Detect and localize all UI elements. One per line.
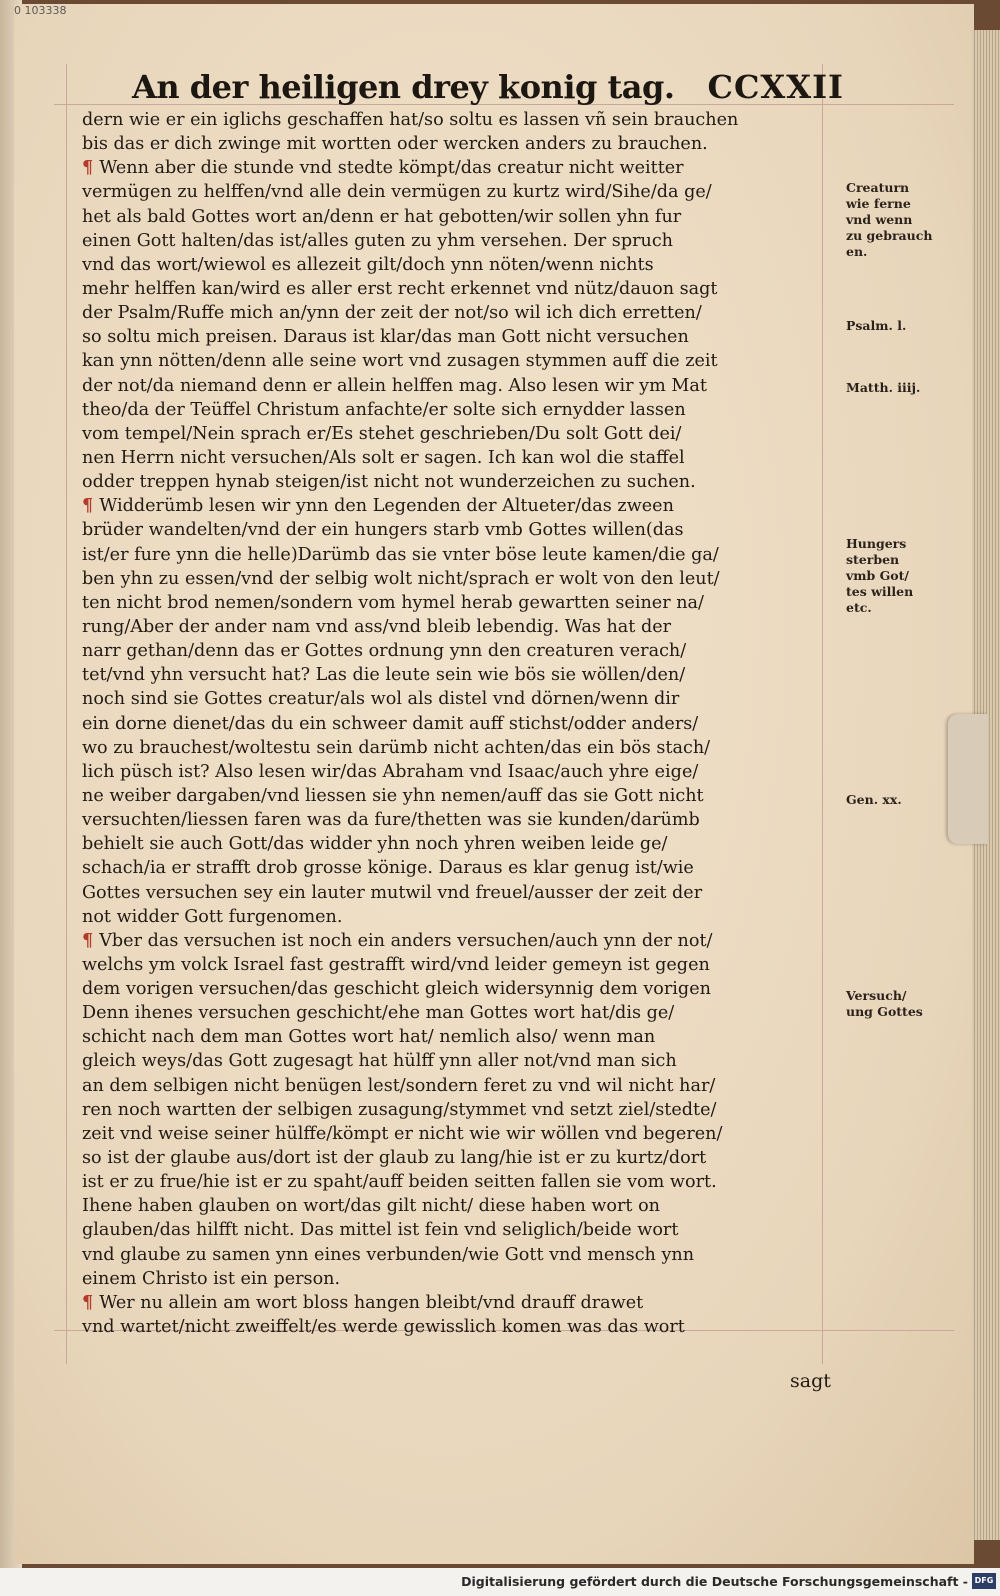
text-line xyxy=(82,1194,834,1218)
text-line-content: Wenn aber die stunde vnd stedte kömpt/das creatur nicht weitter xyxy=(99,158,684,179)
text-line xyxy=(82,687,834,711)
text-line xyxy=(82,1074,834,1098)
shelfmark: 0 103338 xyxy=(14,4,67,17)
margin-note-line: Creaturn xyxy=(846,180,910,195)
margin-note-line: en. xyxy=(846,244,868,259)
text-line xyxy=(82,1098,834,1122)
text-line-content: ren noch wartten der selbigen zusagung/stymmet vnd setzt ziel/stedte/ xyxy=(82,1099,717,1120)
folio-number: CCXXII xyxy=(707,68,844,106)
text-line-content: vnd glaube zu samen ynn eines verbunden/wie Gott vnd mensch ynn xyxy=(82,1244,695,1265)
text-line-content: dern wie er ein iglichs geschaffen hat/so soltu es lassen vñ sein brauchen xyxy=(82,110,739,130)
text-line-content: bis das er dich zwinge mit wortten oder wercken anders zu brauchen. xyxy=(82,134,708,155)
text-line-content: het als bald Gottes wort an/denn er hat gebotten/wir sollen yhn fur xyxy=(82,206,682,227)
text-line xyxy=(82,929,834,953)
text-line xyxy=(82,1049,834,1073)
text-line-content: dem vorigen versuchen/das geschicht gleich widersynnig dem vorigen xyxy=(82,979,711,1000)
margin-note-line: zu gebrauch xyxy=(846,228,933,243)
text-line xyxy=(82,977,834,1001)
text-line xyxy=(82,301,834,325)
text-line xyxy=(82,1315,834,1339)
text-line-content: versuchten/liessen faren was da fure/thetten was sie kunden/darümb xyxy=(82,810,700,831)
margin-note xyxy=(846,180,958,260)
text-line-content: welchs ym volck Israel fast gestrafft wird/vnd leider gemeyn ist gegen xyxy=(82,954,710,975)
text-line xyxy=(82,567,834,591)
text-line-content: vom tempel/Nein sprach er/Es stehet geschrieben/Du solt Gott dei/ xyxy=(82,423,682,444)
footer-bar xyxy=(0,1568,1000,1596)
text-line xyxy=(82,108,834,132)
text-line-content: so soltu mich preisen. Daraus ist klar/das man Gott nicht versuchen xyxy=(82,327,689,348)
text-line xyxy=(82,156,834,180)
text-line-content: einem Christo ist ein person. xyxy=(82,1268,341,1289)
text-line-content: ist/er fure ynn die helle)Darümb das sie vnter böse leute kamen/die ga/ xyxy=(82,544,719,565)
text-line-content: der not/da niemand denn er allein helffen mag. Also lesen wir ym Mat xyxy=(82,375,707,396)
text-line xyxy=(82,856,834,880)
text-line-content: tet/vnd yhn versucht hat? Las die leute sein wie bös sie wöllen/den/ xyxy=(82,665,686,686)
catchword: sagt xyxy=(790,1370,831,1392)
text-line-content: wo zu brauchest/woltestu sein darümb nicht achten/das ein bös stach/ xyxy=(82,737,711,758)
text-line-content: vermügen zu helffen/vnd alle dein vermügen zu kurtz wird/Sihe/da ge/ xyxy=(82,182,712,203)
text-line xyxy=(82,1267,834,1291)
text-line-content: gleich weys/das Gott zugesagt hat hülff ynn aller not/vnd man sich xyxy=(82,1051,677,1072)
text-line xyxy=(82,132,834,156)
text-line xyxy=(82,470,834,494)
text-line xyxy=(82,881,834,905)
text-line-content: ten nicht brod nemen/sondern vom hymel herab gewartten seiner na/ xyxy=(82,592,704,613)
margin-note-line: Hungers xyxy=(846,536,907,551)
text-line-content: Ihene haben glauben on wort/das gilt nicht/ diese haben wort on xyxy=(82,1196,661,1217)
paragraph-mark-icon: ¶ xyxy=(82,495,94,517)
text-line xyxy=(82,422,834,446)
text-line-content: mehr helffen kan/wird es aller erst recht erkennet vnd nütz/dauon sagt xyxy=(82,278,718,299)
margin-note xyxy=(846,988,958,1020)
text-line-content: zeit vnd weise seiner hülffe/kömpt er nicht wie wir wöllen vnd begeren/ xyxy=(82,1123,723,1144)
text-line-content: schicht nach dem man Gottes wort hat/ nemlich also/ wenn man xyxy=(82,1027,656,1048)
text-line-content: lich püsch ist? Also lesen wir/das Abraham vnd Isaac/auch yhre eige/ xyxy=(82,761,699,782)
text-line xyxy=(82,253,834,277)
dfg-logo: DFG xyxy=(972,1573,996,1589)
text-line xyxy=(82,1243,834,1267)
text-line xyxy=(82,1025,834,1049)
text-line-content: Wer nu allein am wort bloss hangen bleibt/vnd drauff drawet xyxy=(99,1292,644,1313)
body-text xyxy=(82,108,834,1339)
text-line xyxy=(82,1291,834,1315)
bookmark-tab xyxy=(948,714,988,844)
text-line xyxy=(82,518,834,542)
text-line-content: rung/Aber der ander nam vnd ass/vnd bleib lebendig. Was hat der xyxy=(82,616,672,637)
text-line-content: ist er zu frue/hie ist er zu spaht/auff beiden seitten fallen sie vom wort. xyxy=(82,1172,717,1193)
margin-note-line: vnd wenn xyxy=(846,212,913,227)
text-line xyxy=(82,639,834,663)
text-line-content: schach/ia er strafft drob grosse könige. Daraus es klar genug ist/wie xyxy=(82,858,694,879)
text-line-content: ben yhn zu essen/vnd der selbig wolt nicht/sprach er wolt von den leut/ xyxy=(82,568,720,589)
paragraph-mark-icon: ¶ xyxy=(82,157,94,179)
text-line xyxy=(82,229,834,253)
margin-note-line: wie ferne xyxy=(846,196,911,211)
text-line xyxy=(82,494,834,518)
margin-note-line: Gen. xx. xyxy=(846,792,902,807)
text-line xyxy=(82,736,834,760)
text-line-content: Gottes versuchen sey ein lauter mutwil vnd freuel/ausser der zeit der xyxy=(82,882,703,903)
text-line-content: vnd wartet/nicht zweiffelt/es werde gewisslich komen was das wort xyxy=(82,1317,685,1338)
page xyxy=(14,4,974,1564)
text-line-content: brüder wandelten/vnd der ein hungers starb vmb Gottes willen(das xyxy=(82,520,684,541)
margin-note-line: sterben xyxy=(846,552,900,567)
margin-note-line: Versuch/ xyxy=(846,988,907,1003)
margin-note-line: tes willen xyxy=(846,584,914,599)
text-line xyxy=(82,712,834,736)
paragraph-mark-icon: ¶ xyxy=(82,1291,94,1313)
text-line xyxy=(82,953,834,977)
text-line-content: an dem selbigen nicht benügen lest/sondern feret zu vnd wil nicht har/ xyxy=(82,1075,716,1096)
text-line xyxy=(82,325,834,349)
text-line-content: not widder Gott furgenomen. xyxy=(82,906,343,927)
margin-note-line: etc. xyxy=(846,600,872,615)
margin-note xyxy=(846,380,958,396)
text-line-content: theo/da der Teüffel Christum anfachte/er solte sich ernydder lassen xyxy=(82,399,686,420)
text-line-content: ne weiber dargaben/vnd liessen sie yhn nemen/auff das sie Gott nicht xyxy=(82,785,704,806)
text-line xyxy=(82,1218,834,1242)
paragraph-mark-icon: ¶ xyxy=(82,929,94,951)
text-line-content: behielt sie auch Gott/das widder yhn noch yhren weiben leide ge/ xyxy=(82,834,668,855)
margin-note-line: vmb Got/ xyxy=(846,568,909,583)
text-line xyxy=(82,1001,834,1025)
text-line-content: Denn ihenes versuchen geschicht/ehe man Gottes wort hat/dis ge/ xyxy=(82,1003,675,1024)
text-line-content: ein dorne dienet/das du ein schweer damit auff stichst/odder anders/ xyxy=(82,713,699,734)
text-line xyxy=(82,615,834,639)
text-line-content: Widderümb lesen wir ynn den Legenden der Altueter/das zween xyxy=(99,496,674,517)
margin-note-line: Matth. iiij. xyxy=(846,380,921,395)
margin-note xyxy=(846,318,958,334)
text-line-content: so ist der glaube aus/dort ist der glaub zu lang/hie ist er zu kurtz/dort xyxy=(82,1148,707,1169)
text-line xyxy=(82,663,834,687)
text-line xyxy=(82,905,834,929)
text-line xyxy=(82,1146,834,1170)
text-line xyxy=(82,760,834,784)
running-title: An der heiligen drey konig tag. xyxy=(132,68,675,106)
text-line xyxy=(82,543,834,567)
text-line xyxy=(82,349,834,373)
text-line xyxy=(82,591,834,615)
margin-note xyxy=(846,536,958,616)
text-line xyxy=(82,398,834,422)
text-line-content: odder treppen hynab steigen/ist nicht not wunderzeichen zu suchen. xyxy=(82,472,696,493)
ruled-line-left xyxy=(66,64,67,1364)
text-line xyxy=(82,374,834,398)
text-line-content: noch sind sie Gottes creatur/als wol als distel vnd dörnen/wenn dir xyxy=(82,689,680,710)
text-line xyxy=(82,808,834,832)
margin-note xyxy=(846,792,958,808)
text-line xyxy=(82,277,834,301)
text-line-content: einen Gott halten/das ist/alles guten zu yhm versehen. Der spruch xyxy=(82,230,674,251)
text-line-content: glauben/das hilfft nicht. Das mittel ist fein vnd seliglich/beide wort xyxy=(82,1220,679,1241)
funding-credit: Digitalisierung gefördert durch die Deutsche Forschungsgemeinschaft - xyxy=(461,1574,968,1589)
margin-note-line: ung Gottes xyxy=(846,1004,923,1019)
text-line xyxy=(82,832,834,856)
text-line-content: der Psalm/Ruffe mich an/ynn der zeit der not/so wil ich dich erretten/ xyxy=(82,303,702,324)
text-line-content: narr gethan/denn das er Gottes ordnung ynn den creaturen verach/ xyxy=(82,641,687,662)
text-line xyxy=(82,784,834,808)
text-line xyxy=(82,1170,834,1194)
text-line xyxy=(82,180,834,204)
text-line xyxy=(82,446,834,470)
text-line-content: nen Herrn nicht versuchen/Als solt er sagen. Ich kan wol die staffel xyxy=(82,447,685,468)
margin-note-line: Psalm. l. xyxy=(846,318,907,333)
text-line xyxy=(82,1122,834,1146)
text-line-content: vnd das wort/wiewol es allezeit gilt/doch ynn nöten/wenn nichts xyxy=(82,254,654,275)
text-line-content: Vber das versuchen ist noch ein anders versuchen/auch ynn der not/ xyxy=(99,930,713,951)
text-line-content: kan ynn nötten/denn alle seine wort vnd zusagen stymmen auff die zeit xyxy=(82,351,718,372)
text-line xyxy=(82,205,834,229)
